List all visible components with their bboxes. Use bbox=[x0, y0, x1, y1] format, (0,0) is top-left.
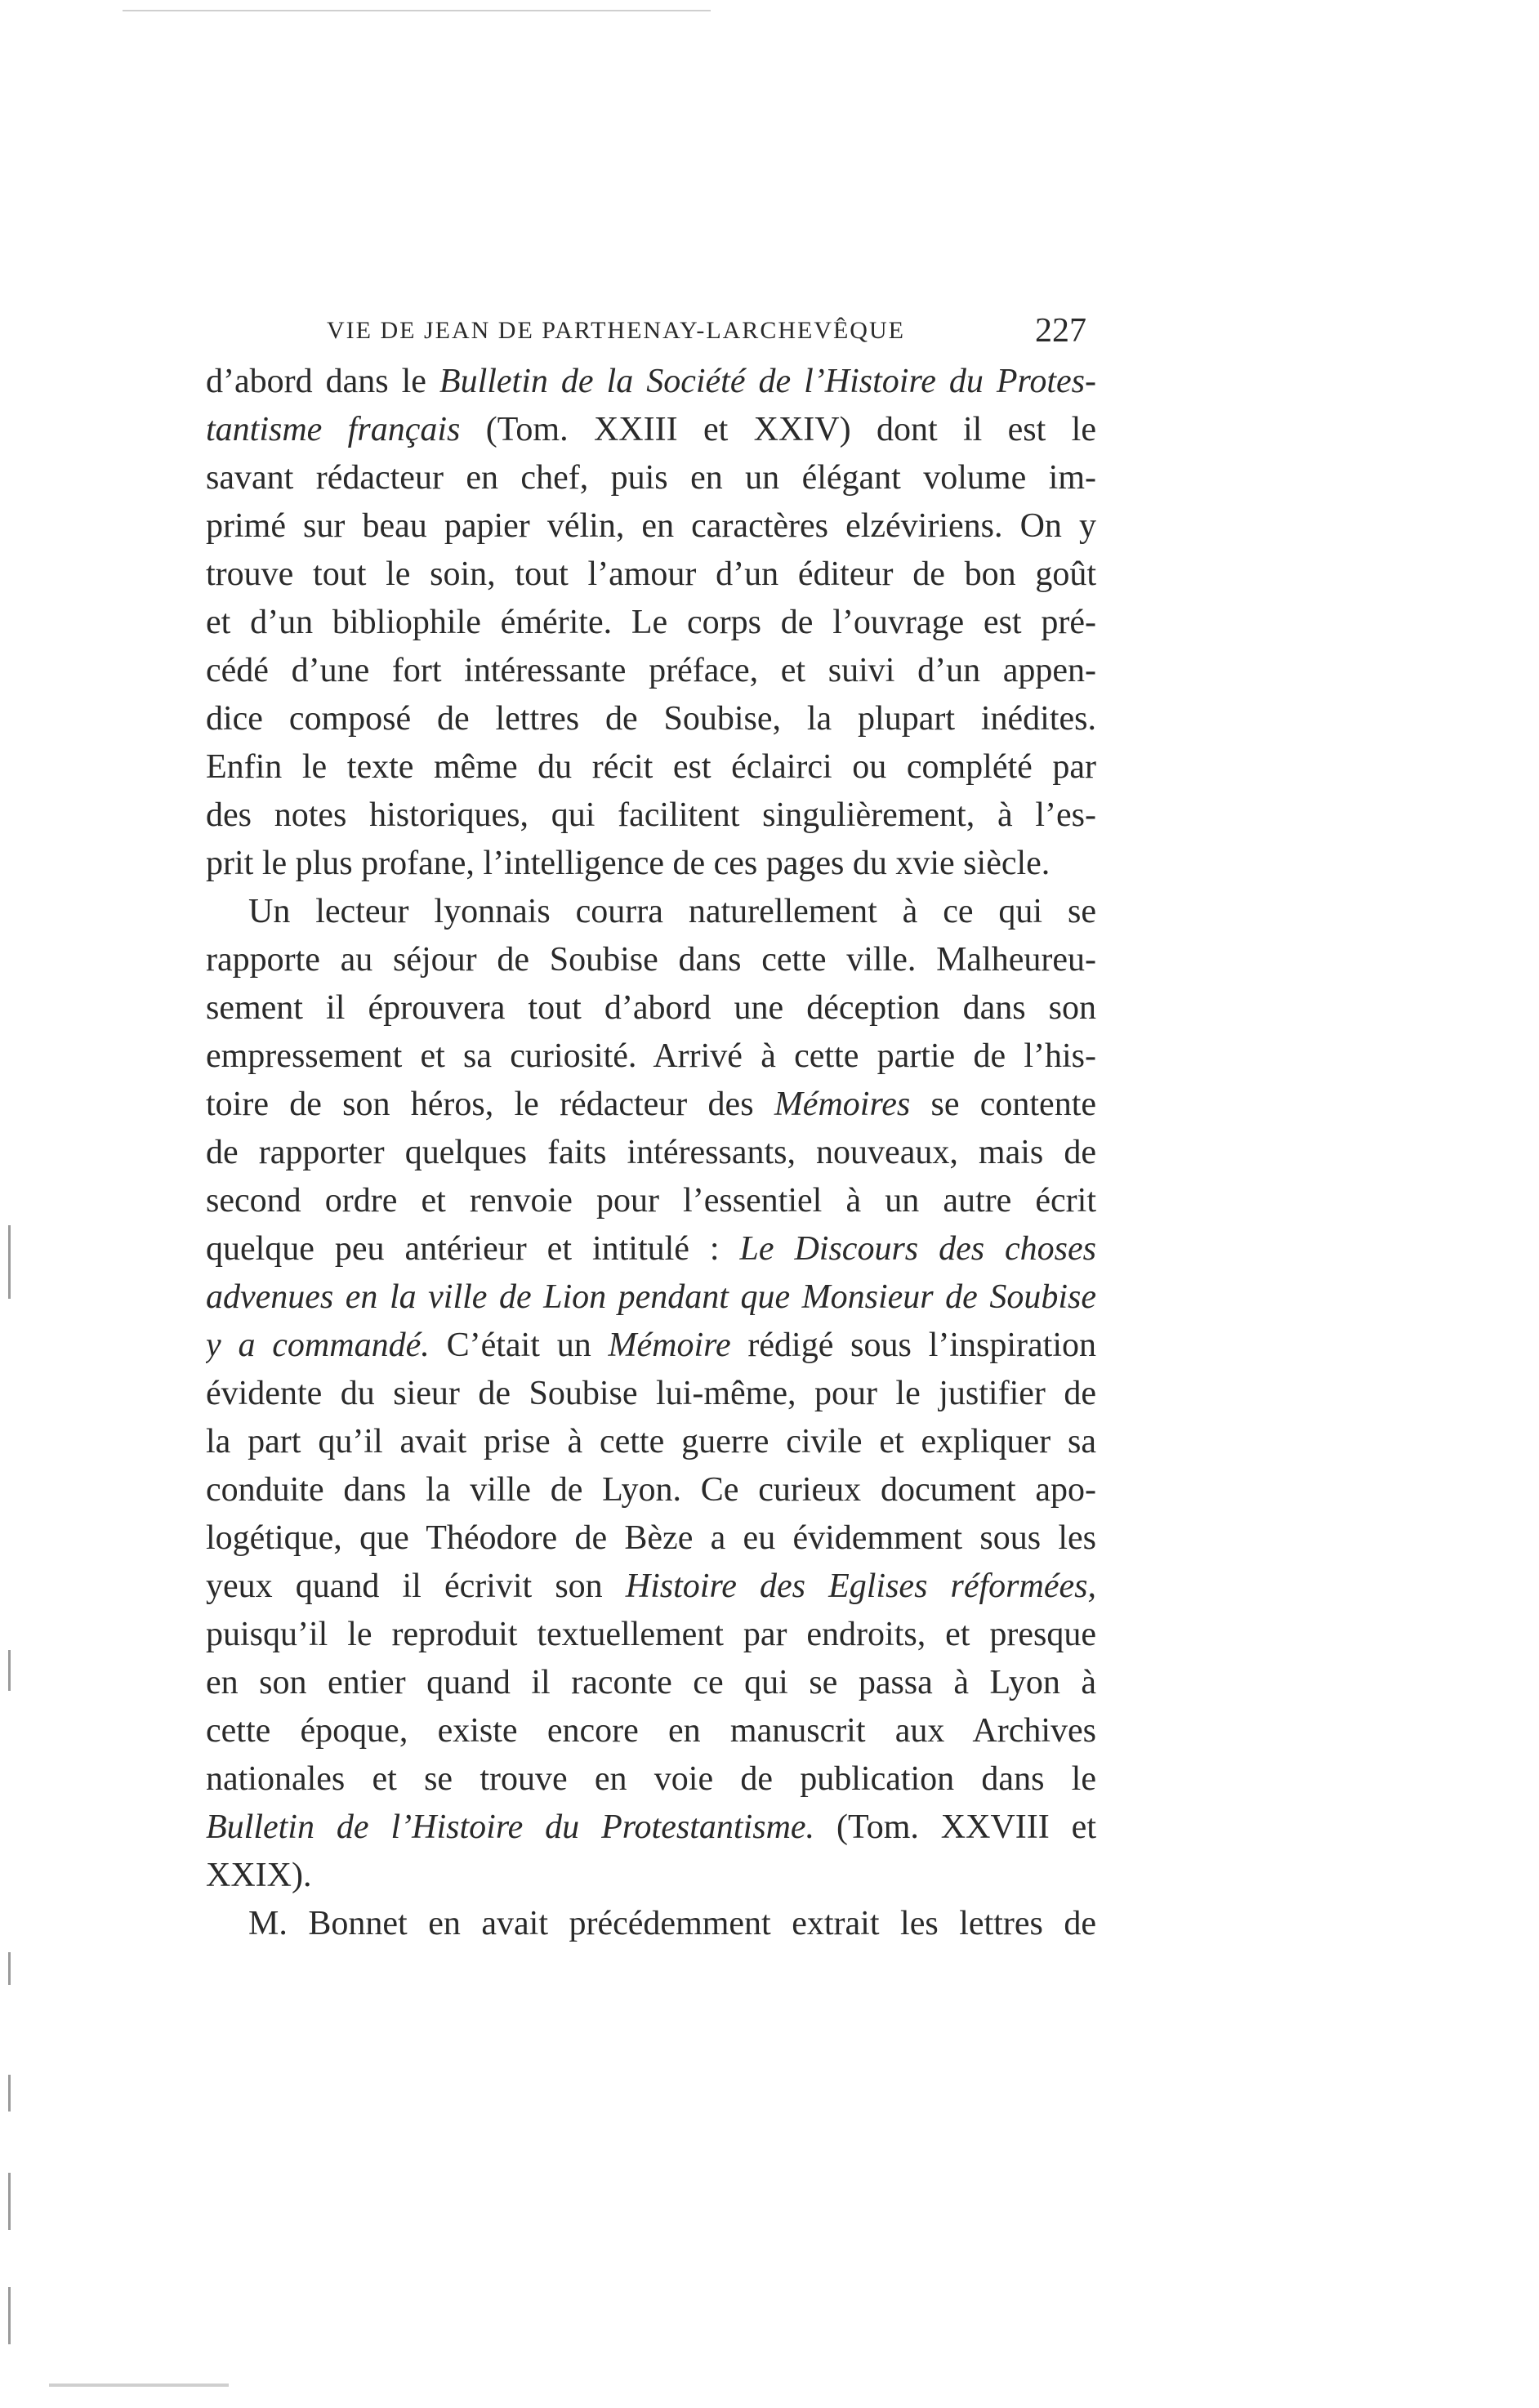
text-line bbox=[206, 792, 1096, 840]
text-run: des notes historiques, qui facilitent singulièrement, à l’es- bbox=[206, 796, 1096, 834]
body-text bbox=[206, 358, 1096, 1948]
text-line bbox=[206, 1659, 1096, 1707]
text-line bbox=[206, 647, 1096, 695]
scan-edge-mark bbox=[123, 10, 711, 11]
text-run: cédé d’une fort intéressante préface, et suivi d’un appen- bbox=[206, 652, 1096, 689]
italic-text: advenues en la ville de Lion pendant que Monsieur de Soubise bbox=[206, 1278, 1096, 1316]
text-line bbox=[206, 1900, 1096, 1948]
text-line bbox=[206, 1370, 1096, 1418]
margin-mark bbox=[8, 1952, 11, 1985]
text-line bbox=[206, 695, 1096, 743]
text-run: trouve tout le soin, tout l’amour d’un éditeur de bon goût bbox=[206, 555, 1096, 593]
text-line bbox=[206, 502, 1096, 551]
text-run: yeux quand il écrivit son bbox=[206, 1567, 626, 1605]
text-run: Enfin le texte même du récit est éclairci ou complété par bbox=[206, 748, 1096, 786]
italic-text: Le Discours des choses bbox=[739, 1230, 1096, 1268]
text-run: Un lecteur lyonnais courra naturellement à ce qui se bbox=[248, 893, 1096, 930]
text-line bbox=[206, 840, 1096, 888]
text-line bbox=[206, 1177, 1096, 1225]
text-line bbox=[206, 1852, 1096, 1900]
text-line bbox=[206, 1755, 1096, 1804]
text-line bbox=[206, 1563, 1096, 1611]
text-run: en son entier quand il raconte ce qui se passa à Lyon à bbox=[206, 1664, 1096, 1701]
text-run: primé sur beau papier vélin, en caractères elzéviriens. On y bbox=[206, 507, 1096, 545]
running-head bbox=[327, 306, 1086, 355]
text-line bbox=[206, 358, 1096, 406]
text-run: de rapporter quelques faits intéressants, nouveaux, mais de bbox=[206, 1134, 1096, 1171]
text-line bbox=[206, 599, 1096, 647]
italic-text: Mémoires bbox=[774, 1086, 911, 1123]
margin-mark bbox=[8, 2287, 11, 2344]
scan-edge-mark bbox=[49, 2383, 229, 2387]
text-line bbox=[206, 1707, 1096, 1755]
page-number: 227 bbox=[1035, 312, 1086, 350]
text-run: C’était un bbox=[429, 1327, 609, 1364]
text-line bbox=[206, 551, 1096, 599]
italic-text: Bulletin de l’Histoire du Protestantisme. bbox=[206, 1808, 815, 1846]
text-run: d’abord dans le bbox=[206, 363, 439, 400]
text-run: M. Bonnet en avait précédemment extrait les lettres de bbox=[248, 1905, 1096, 1942]
text-line bbox=[206, 1466, 1096, 1514]
text-run: dice composé de lettres de Soubise, la plupart inédites. bbox=[206, 700, 1096, 738]
text-run: évidente du sieur de Soubise lui-même, pour le justifier de bbox=[206, 1375, 1096, 1412]
text-run: se contente bbox=[910, 1086, 1096, 1123]
text-run: cette époque, existe encore en manuscrit aux Archives bbox=[206, 1712, 1096, 1750]
text-line bbox=[206, 454, 1096, 502]
text-run: toire de son héros, le rédacteur des bbox=[206, 1086, 774, 1123]
text-line bbox=[206, 936, 1096, 984]
text-line bbox=[206, 888, 1096, 936]
margin-mark bbox=[8, 1225, 11, 1299]
text-run: logétique, que Théodore de Bèze a eu évidemment sous les bbox=[206, 1519, 1096, 1557]
text-line bbox=[206, 743, 1096, 792]
text-run: puisqu’il le reproduit textuellement par endroits, et presque bbox=[206, 1616, 1096, 1653]
text-line bbox=[206, 1273, 1096, 1322]
margin-mark bbox=[8, 1650, 11, 1691]
text-run: conduite dans la ville de Lyon. Ce curieux document apo- bbox=[206, 1471, 1096, 1509]
text-run: second ordre et renvoie pour l’essentiel à un autre écrit bbox=[206, 1182, 1096, 1220]
text-line bbox=[206, 1514, 1096, 1563]
margin-mark bbox=[8, 2075, 11, 2111]
text-line bbox=[206, 1804, 1096, 1852]
text-run: sement il éprouvera tout d’abord une déception dans son bbox=[206, 989, 1096, 1027]
italic-text: Bulletin de la Société de l’Histoire du Protes- bbox=[439, 363, 1096, 400]
text-line bbox=[206, 406, 1096, 454]
text-run: rédigé sous l’inspiration bbox=[730, 1327, 1096, 1364]
text-line bbox=[206, 1418, 1096, 1466]
text-line bbox=[206, 1032, 1096, 1081]
text-line bbox=[206, 1081, 1096, 1129]
text-run: XXIX). bbox=[206, 1857, 312, 1894]
text-line bbox=[206, 1225, 1096, 1273]
text-line bbox=[206, 984, 1096, 1032]
margin-mark bbox=[8, 2173, 11, 2230]
text-run: rapporte au séjour de Soubise dans cette ville. Malheureu- bbox=[206, 941, 1096, 979]
text-line bbox=[206, 1611, 1096, 1659]
text-run: empressement et sa curiosité. Arrivé à cette partie de l’his- bbox=[206, 1037, 1096, 1075]
text-run: et d’un bibliophile émérite. Le corps de l’ouvrage est pré- bbox=[206, 604, 1096, 641]
text-run: nationales et se trouve en voie de publication dans le bbox=[206, 1760, 1096, 1798]
text-run: savant rédacteur en chef, puis en un élégant volume im- bbox=[206, 459, 1096, 497]
text-line bbox=[206, 1129, 1096, 1177]
text-run: (Tom. XXIII et XXIV) dont il est le bbox=[460, 411, 1096, 448]
italic-text: y a commandé. bbox=[206, 1327, 430, 1364]
text-line bbox=[206, 1322, 1096, 1370]
italic-text: tantisme français bbox=[206, 411, 461, 448]
italic-text: Mémoire bbox=[608, 1327, 731, 1364]
text-run: quelque peu antérieur et intitulé : bbox=[206, 1230, 740, 1268]
text-run: la part qu’il avait prise à cette guerre civile et expliquer sa bbox=[206, 1423, 1096, 1460]
running-title: VIE DE JEAN DE PARTHENAY-LARCHEVÊQUE bbox=[327, 317, 905, 344]
italic-text: Histoire des Eglises réformées, bbox=[625, 1567, 1096, 1605]
text-run: (Tom. XXVIII et bbox=[814, 1808, 1096, 1846]
text-run: prit le plus profane, l’intelligence de ces pages du xvie siècle. bbox=[206, 845, 1051, 882]
